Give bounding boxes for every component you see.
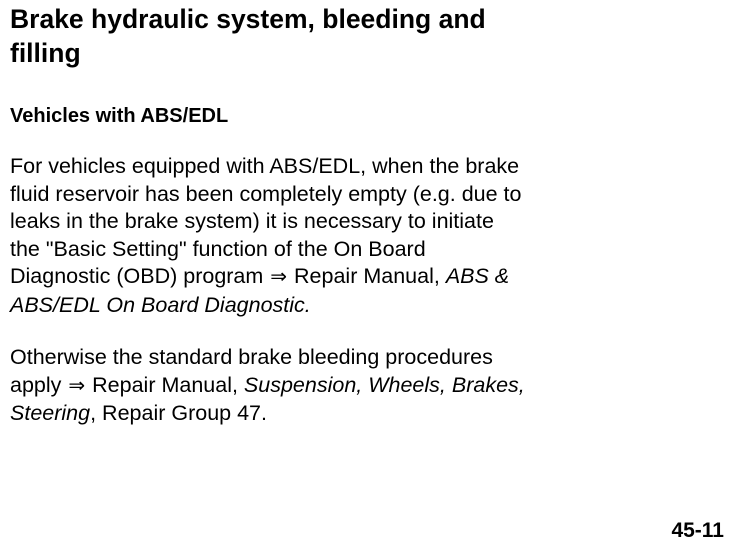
- paragraph-line: fluid reservoir has been completely empty (e.g. due to: [10, 181, 522, 206]
- page-title-line-2: filling: [10, 38, 81, 68]
- page-title: [10, 2, 610, 70]
- manual-title-italic: ABS &: [445, 264, 510, 288]
- paragraph-text: , Repair Group 47.: [90, 401, 267, 425]
- paragraph-line: [10, 400, 525, 428]
- manual-title-italic: ABS/EDL On Board Diagnostic.: [10, 292, 311, 317]
- paragraph-line: For vehicles equipped with ABS/EDL, when the brake: [10, 154, 520, 178]
- paragraph-line: leaks in the brake system) it is necessary to initiate: [10, 209, 494, 233]
- paragraph-line: [10, 292, 522, 320]
- page-number: 45-11: [671, 519, 724, 542]
- manual-title-italic: Suspension, Wheels, Brakes,: [243, 372, 525, 397]
- repair-manual-reference: Repair Manual,: [294, 264, 440, 288]
- paragraph-line: [10, 263, 522, 292]
- paragraph-text: apply: [10, 372, 62, 397]
- paragraph-line: Otherwise the standard brake bleeding procedures: [10, 345, 493, 369]
- paragraph-abs-edl: [10, 153, 522, 319]
- reference-arrow-icon: ⇒: [270, 266, 288, 288]
- paragraph-standard-bleeding: [10, 344, 525, 428]
- manual-title-italic: Steering: [10, 401, 91, 425]
- repair-manual-reference: Repair Manual,: [92, 372, 238, 397]
- paragraph-line: [10, 372, 525, 401]
- reference-arrow-icon: ⇒: [68, 374, 86, 397]
- page-title-line-1: Brake hydraulic system, bleeding and: [10, 4, 486, 34]
- paragraph-line: the "Basic Setting" function of the On Board: [10, 236, 426, 261]
- section-heading: Vehicles with ABS/EDL: [10, 105, 229, 127]
- paragraph-text: Diagnostic (OBD) program: [10, 264, 264, 288]
